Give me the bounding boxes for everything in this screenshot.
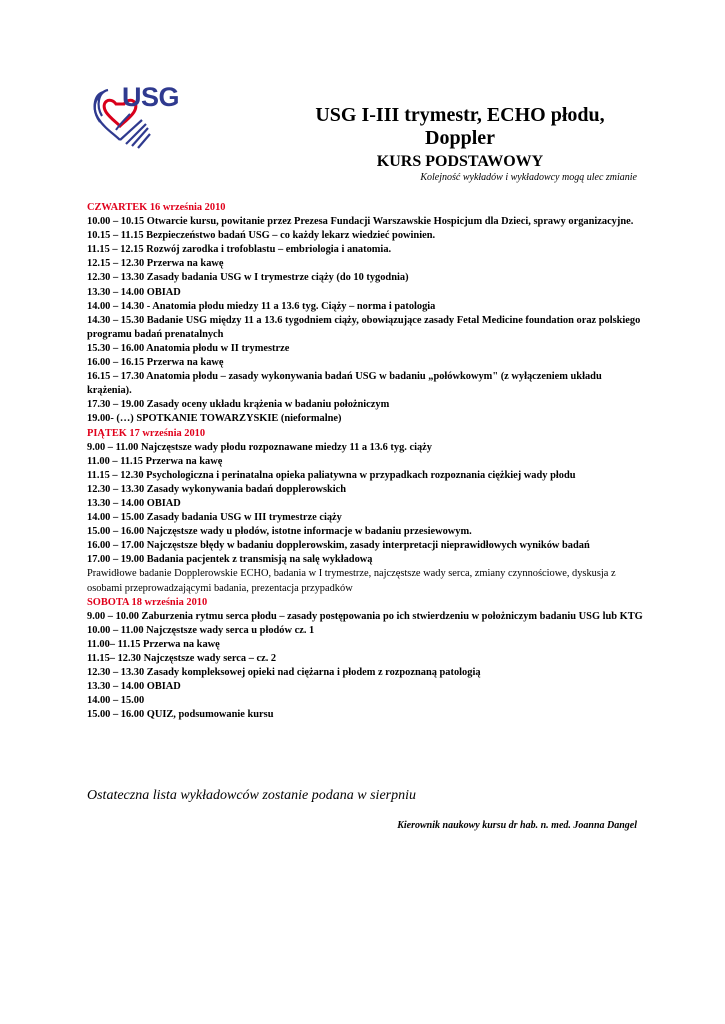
schedule-list [87, 201, 647, 722]
usg-logo [86, 84, 186, 158]
schedule-item: 11.00– 11.15 Przerwa na kawę [87, 638, 220, 650]
schedule-item: 17.30 – 19.00 Zasady oceny układu krążenia w badaniu położniczym [87, 399, 390, 411]
schedule-item: 13.30 – 14.00 OBIAD [87, 681, 181, 693]
schedule-item: 9.00 – 10.00 Zaburzenia rytmu serca płodu – zasady postępowania po ich stwierdzeniu w położniczym badaniu USG lub KTG [87, 610, 643, 622]
schedule-item: 15.00 – 16.00 QUIZ, podsumowanie kursu [87, 709, 274, 721]
final-note: Ostateczna lista wykładowców zostanie podana w sierpniu [87, 788, 416, 803]
schedule-item: 16.00 – 17.00 Najczęstsze błędy w badaniu dopplerowskim, zasady interpretacji nieprawidłowych wyników badań [87, 540, 590, 552]
schedule-item: 12.15 – 12.30 Przerwa na kawę [87, 258, 224, 270]
day-heading: SOBOTA 18 września 2010 [87, 596, 208, 608]
schedule-item: 14.00 – 15.00 [87, 695, 145, 707]
schedule-item: 14.00 – 15.00 Zasady badania USG w III trymestrze ciąży [87, 512, 342, 524]
schedule-item: 15.00 – 16.00 Najczęstsze wady u płodów, istotne informacje w badaniu przesiewowym. [87, 526, 472, 538]
schedule-item: 15.30 – 16.00 Anatomia płodu w II trymestrze [87, 342, 290, 354]
schedule-item: 12.30 – 13.30 Zasady wykonywania badań dopplerowskich [87, 483, 347, 495]
course-title-line2: Doppler [425, 127, 495, 149]
schedule-item: 11.15 – 12.15 Rozwój zarodka i trofoblastu – embriologia i anatomia. [87, 244, 392, 256]
schedule-item: 12.30 – 13.30 Zasady kompleksowej opieki nad ciężarna i płodem z rozpoznaną patologią [87, 667, 481, 679]
signature: Kierownik naukowy kursu dr hab. n. med. Joanna Dangel [397, 820, 637, 831]
schedule-item: 13.30 – 14.00 OBIAD [87, 497, 181, 509]
schedule-item: 13.30 – 14.00 OBIAD [87, 286, 181, 298]
course-subtitle: KURS PODSTAWOWY [376, 153, 544, 170]
schedule-item: 14.00 – 14.30 - Anatomia płodu miedzy 11 a 13.6 tyg. Ciąży – norma i patologia [87, 300, 436, 312]
schedule-item: 11.15– 12.30 Najczęstsze wady serca – cz. 2 [87, 653, 277, 664]
schedule-item: 10.00 – 10.15 Otwarcie kursu, powitanie przez Prezesa Fundacji Warszawskie Hospicjum dla Dzieci, sprawy organizacyjne. [87, 216, 634, 228]
schedule-change-note: Kolejność wykładów i wykładowcy mogą ulec zmianie [420, 172, 637, 183]
day-heading: PIĄTEK 17 września 2010 [87, 427, 206, 439]
schedule-item: 10.00 – 11.00 Najczęstsze wady serca u płodów cz. 1 [87, 624, 315, 636]
schedule-item: 11.15 – 12.30 Psychologiczna i perinatalna opieka paliatywna w przypadkach rozpoznania ciężkiej wady płodu [87, 469, 576, 481]
schedule-item: 14.30 – 15.30 Badanie USG między 11 a 13.6 tygodniem ciąży, obowiązujące zasady Fetal Medicine foundation oraz polskiego programu badań prenatalnych [87, 314, 641, 340]
schedule-item: 17.00 – 19.00 Badania pacjentek z transmisją na salę wykładową [87, 554, 373, 566]
schedule-item: 16.00 – 16.15 Przerwa na kawę [87, 357, 224, 369]
course-title: USG I-III trymestr, ECHO płodu, [315, 104, 605, 126]
day-heading: CZWARTEK 16 września 2010 [87, 202, 226, 213]
schedule-item: 12.30 – 13.30 Zasady badania USG w I trymestrze ciąży (do 10 tygodnia) [87, 272, 409, 284]
schedule-item: 19.00- (…) SPOTKANIE TOWARZYSKIE (nieformalne) [87, 413, 342, 425]
schedule-item: 11.00 – 11.15 Przerwa na kawę [87, 455, 223, 467]
schedule-item: Prawidłowe badanie Dopplerowskie ECHO, badania w I trymestrze, najczęstsze wady serca, zmiany czynnościowe, dyskusja z osobami przeprowadzającymi badania, prezentacja przypadków [87, 568, 616, 594]
schedule-item: 9.00 – 11.00 Najczęstsze wady płodu rozpoznawane miedzy 11 a 13.6 tyg. ciąży [87, 441, 432, 453]
document-header [290, 104, 630, 171]
logo-text: USG [122, 82, 180, 112]
schedule-item: 16.15 – 17.30 Anatomia płodu – zasady wykonywania badań USG w badaniu „połówkowym" (z wyłączeniem układu krążenia). [87, 371, 602, 397]
schedule-item: 10.15 – 11.15 Bezpieczeństwo badań USG – co każdy lekarz wiedzieć powinien. [87, 230, 436, 242]
